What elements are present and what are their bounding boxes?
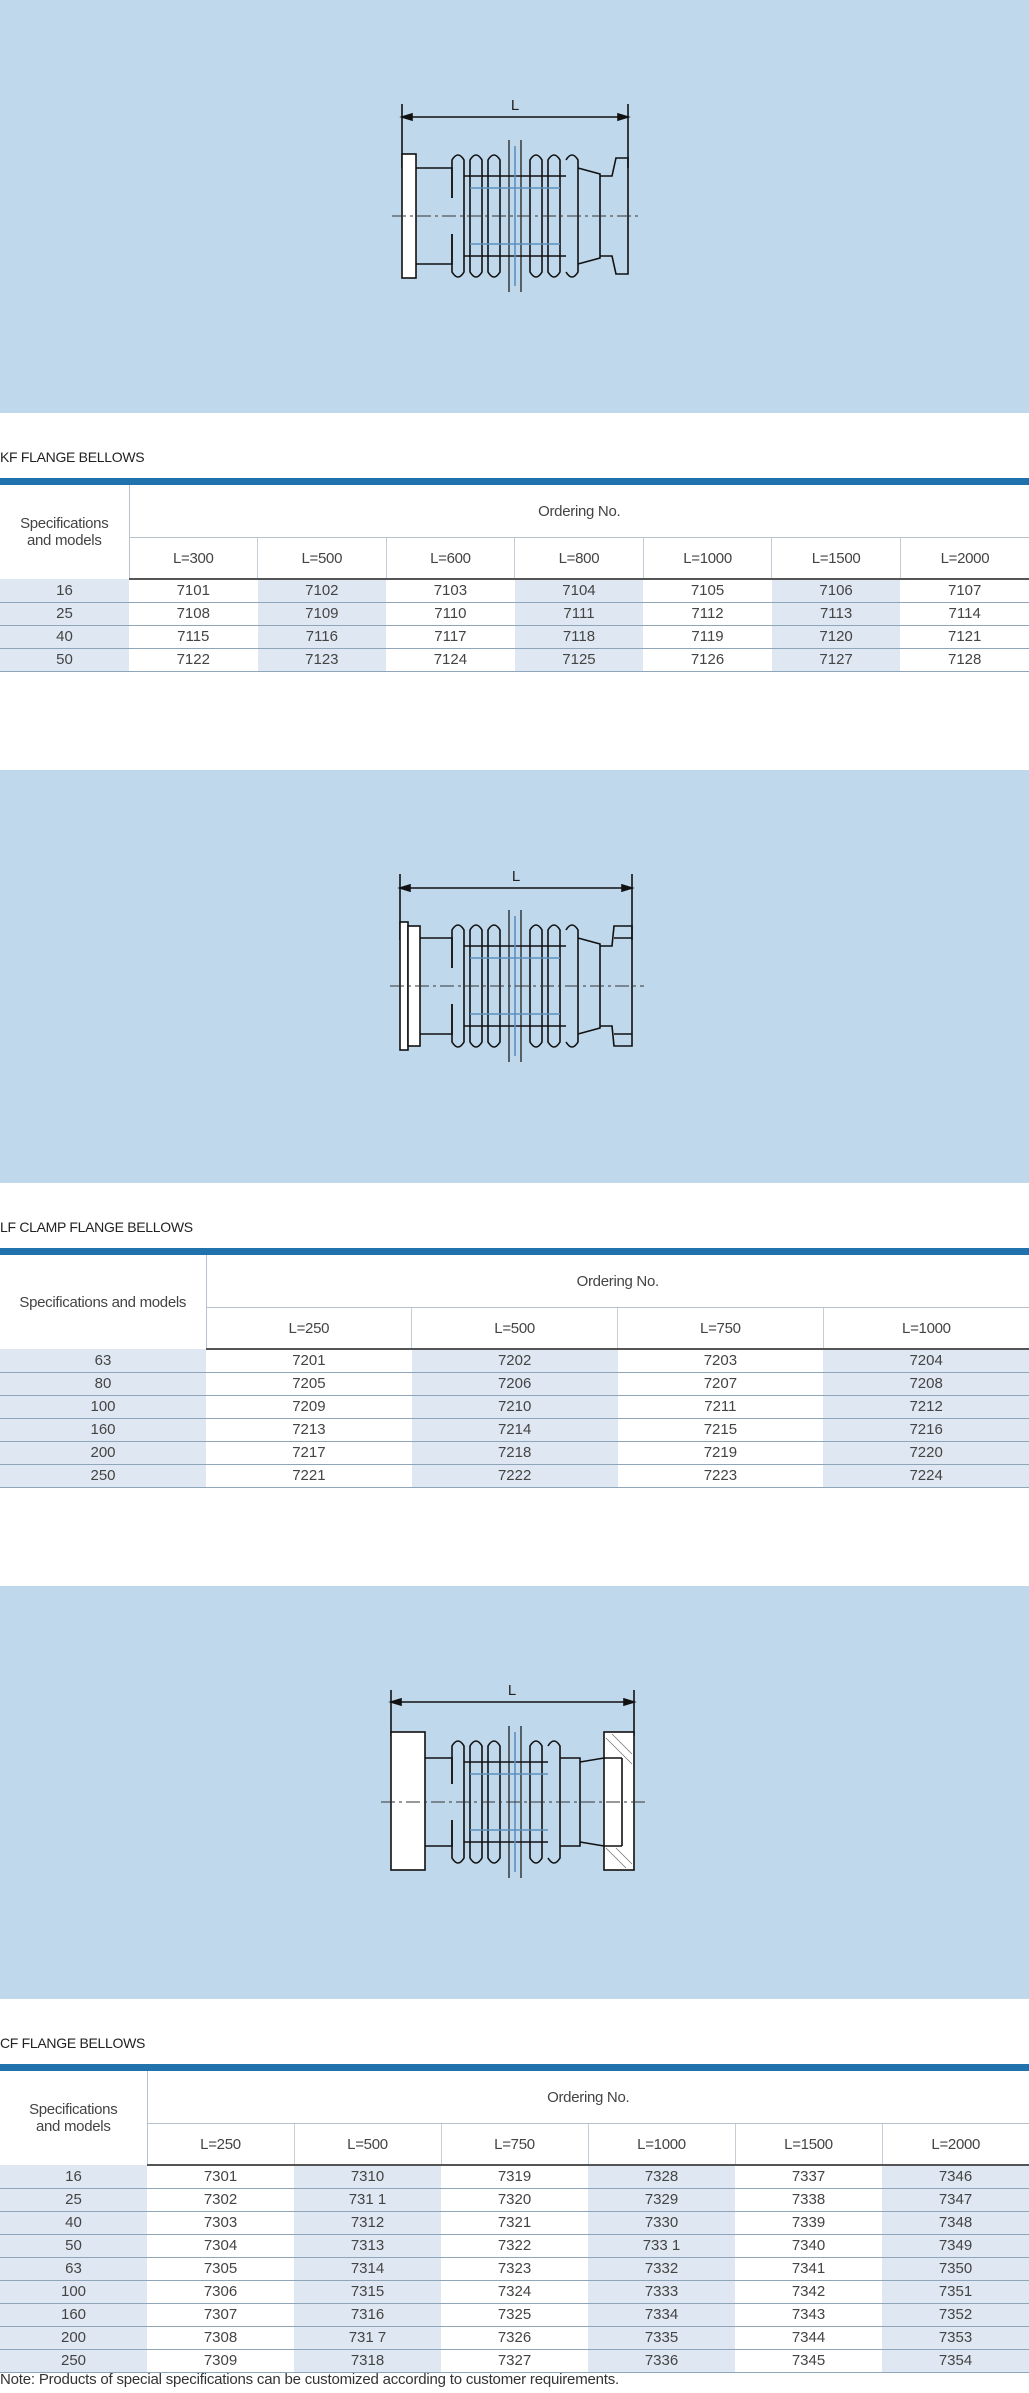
ordering-cell: 7322 <box>441 2235 588 2258</box>
ordering-cell: 7118 <box>515 626 644 649</box>
ordering-cell: 7321 <box>441 2212 588 2235</box>
ordering-cell: 731 1 <box>294 2189 441 2212</box>
cf-length-header: L=500 <box>294 2124 441 2166</box>
ordering-cell: 7314 <box>294 2258 441 2281</box>
ordering-cell: 7116 <box>258 626 387 649</box>
ordering-cell: 7105 <box>643 579 772 603</box>
ordering-cell: 7107 <box>900 579 1029 603</box>
lf-length-header: L=500 <box>412 1308 618 1350</box>
ordering-cell: 7346 <box>882 2165 1029 2189</box>
ordering-cell: 7111 <box>515 603 644 626</box>
ordering-cell: 7336 <box>588 2350 735 2373</box>
spec-cell: 250 <box>0 2350 147 2373</box>
table-row <box>0 2258 1029 2281</box>
ordering-cell: 7315 <box>294 2281 441 2304</box>
ordering-cell: 7340 <box>735 2235 882 2258</box>
ordering-cell: 7208 <box>823 1373 1029 1396</box>
ordering-cell: 7337 <box>735 2165 882 2189</box>
cf-length-header: L=250 <box>147 2124 294 2166</box>
table-row <box>0 2281 1029 2304</box>
kf-length-header: L=600 <box>386 538 515 580</box>
kf-ordering-table <box>0 485 1029 672</box>
spec-cell: 40 <box>0 626 129 649</box>
ordering-cell: 7114 <box>900 603 1029 626</box>
kf-length-header: L=800 <box>515 538 644 580</box>
ordering-cell: 7333 <box>588 2281 735 2304</box>
table-row <box>0 2165 1029 2189</box>
ordering-cell: 7224 <box>823 1465 1029 1488</box>
ordering-cell: 7213 <box>206 1419 412 1442</box>
ordering-cell: 7342 <box>735 2281 882 2304</box>
ordering-cell: 7343 <box>735 2304 882 2327</box>
spec-cell: 200 <box>0 2327 147 2350</box>
table-row <box>0 1349 1029 1373</box>
table-row <box>0 1465 1029 1488</box>
ordering-cell: 7211 <box>618 1396 824 1419</box>
table-row <box>0 2327 1029 2350</box>
ordering-cell: 7334 <box>588 2304 735 2327</box>
spec-cell: 25 <box>0 2189 147 2212</box>
ordering-cell: 7332 <box>588 2258 735 2281</box>
ordering-cell: 7327 <box>441 2350 588 2373</box>
lf-title-bar <box>0 1248 1029 1255</box>
ordering-cell: 7345 <box>735 2350 882 2373</box>
cf-dimension-label: L <box>507 1682 517 1699</box>
cf-header-spec: Specifications and models <box>0 2071 147 2165</box>
ordering-cell: 7318 <box>294 2350 441 2373</box>
ordering-cell: 7319 <box>441 2165 588 2189</box>
ordering-cell: 7106 <box>772 579 901 603</box>
ordering-cell: 7354 <box>882 2350 1029 2373</box>
ordering-cell: 7202 <box>412 1349 618 1373</box>
cf-ordering-table <box>0 2071 1029 2373</box>
ordering-cell: 7323 <box>441 2258 588 2281</box>
spec-cell: 80 <box>0 1373 206 1396</box>
ordering-cell: 7204 <box>823 1349 1029 1373</box>
ordering-cell: 7301 <box>147 2165 294 2189</box>
ordering-cell: 7307 <box>147 2304 294 2327</box>
lf-length-header: L=250 <box>206 1308 412 1350</box>
table-row <box>0 2235 1029 2258</box>
ordering-cell: 7304 <box>147 2235 294 2258</box>
ordering-cell: 7222 <box>412 1465 618 1488</box>
kf-length-header: L=1500 <box>772 538 901 580</box>
ordering-cell: 7109 <box>258 603 387 626</box>
kf-header-spec: Specifications and models <box>0 485 129 579</box>
lf-header-spec: Specifications and models <box>0 1255 206 1349</box>
ordering-cell: 7302 <box>147 2189 294 2212</box>
ordering-cell: 7121 <box>900 626 1029 649</box>
kf-dimension-label: L <box>510 97 520 114</box>
kf-drawing-panel <box>0 0 1029 413</box>
ordering-cell: 7112 <box>643 603 772 626</box>
table-row <box>0 1373 1029 1396</box>
ordering-cell: 7209 <box>206 1396 412 1419</box>
spec-cell: 40 <box>0 2212 147 2235</box>
ordering-cell: 7306 <box>147 2281 294 2304</box>
cf-section-title: CF FLANGE BELLOWS <box>0 2035 146 2051</box>
spec-cell: 100 <box>0 2281 147 2304</box>
cf-title-bar <box>0 2064 1029 2071</box>
ordering-cell: 7217 <box>206 1442 412 1465</box>
cf-drawing-panel <box>0 1586 1029 1999</box>
ordering-cell: 7325 <box>441 2304 588 2327</box>
spec-cell: 63 <box>0 1349 206 1373</box>
ordering-cell: 7335 <box>588 2327 735 2350</box>
cf-length-header: L=750 <box>441 2124 588 2166</box>
ordering-cell: 7218 <box>412 1442 618 1465</box>
table-row <box>0 2189 1029 2212</box>
ordering-cell: 7124 <box>386 649 515 672</box>
spec-cell: 16 <box>0 579 129 603</box>
kf-length-header: L=1000 <box>643 538 772 580</box>
ordering-cell: 731 7 <box>294 2327 441 2350</box>
spec-cell: 16 <box>0 2165 147 2189</box>
lf-section-title: LF CLAMP FLANGE BELLOWS <box>0 1219 193 1235</box>
ordering-cell: 7313 <box>294 2235 441 2258</box>
ordering-cell: 7115 <box>129 626 258 649</box>
ordering-cell: 7309 <box>147 2350 294 2373</box>
spec-cell: 160 <box>0 1419 206 1442</box>
ordering-cell: 7123 <box>258 649 387 672</box>
ordering-cell: 7221 <box>206 1465 412 1488</box>
kf-length-header: L=300 <box>129 538 258 580</box>
ordering-cell: 7347 <box>882 2189 1029 2212</box>
lf-bellows-drawing <box>0 770 1029 1183</box>
ordering-cell: 7212 <box>823 1396 1029 1419</box>
ordering-cell: 7120 <box>772 626 901 649</box>
ordering-cell: 7350 <box>882 2258 1029 2281</box>
ordering-cell: 7127 <box>772 649 901 672</box>
ordering-cell: 7349 <box>882 2235 1029 2258</box>
kf-section-title: KF FLANGE BELLOWS <box>0 449 145 465</box>
ordering-cell: 7125 <box>515 649 644 672</box>
ordering-cell: 7303 <box>147 2212 294 2235</box>
lf-length-header: L=750 <box>618 1308 824 1350</box>
ordering-cell: 7324 <box>441 2281 588 2304</box>
cf-length-header: L=1000 <box>588 2124 735 2166</box>
ordering-cell: 7220 <box>823 1442 1029 1465</box>
ordering-cell: 7101 <box>129 579 258 603</box>
ordering-cell: 7122 <box>129 649 258 672</box>
cf-table-body <box>0 2165 1029 2373</box>
table-row <box>0 603 1029 626</box>
spec-cell: 160 <box>0 2304 147 2327</box>
ordering-cell: 7110 <box>386 603 515 626</box>
table-row <box>0 2350 1029 2373</box>
ordering-cell: 7215 <box>618 1419 824 1442</box>
kf-bellows-drawing <box>0 0 1029 413</box>
ordering-cell: 733 1 <box>588 2235 735 2258</box>
ordering-cell: 7305 <box>147 2258 294 2281</box>
table-row <box>0 1442 1029 1465</box>
ordering-cell: 7104 <box>515 579 644 603</box>
ordering-cell: 7341 <box>735 2258 882 2281</box>
ordering-cell: 7328 <box>588 2165 735 2189</box>
table-row <box>0 579 1029 603</box>
ordering-cell: 7108 <box>129 603 258 626</box>
lf-length-header: L=1000 <box>823 1308 1029 1350</box>
ordering-cell: 7128 <box>900 649 1029 672</box>
ordering-cell: 7223 <box>618 1465 824 1488</box>
ordering-cell: 7348 <box>882 2212 1029 2235</box>
ordering-cell: 7219 <box>618 1442 824 1465</box>
ordering-cell: 7102 <box>258 579 387 603</box>
table-row <box>0 2212 1029 2235</box>
kf-length-header: L=500 <box>258 538 387 580</box>
kf-header-ordering: Ordering No. <box>129 485 1029 538</box>
table-row <box>0 626 1029 649</box>
lf-header-ordering: Ordering No. <box>206 1255 1029 1308</box>
kf-length-header: L=2000 <box>900 538 1029 580</box>
cf-length-header: L=1500 <box>735 2124 882 2166</box>
cf-header-ordering: Ordering No. <box>147 2071 1029 2124</box>
ordering-cell: 7352 <box>882 2304 1029 2327</box>
ordering-cell: 7216 <box>823 1419 1029 1442</box>
ordering-cell: 7329 <box>588 2189 735 2212</box>
lf-drawing-panel <box>0 770 1029 1183</box>
lf-ordering-table <box>0 1255 1029 1488</box>
cf-length-header: L=2000 <box>882 2124 1029 2166</box>
ordering-cell: 7310 <box>294 2165 441 2189</box>
ordering-cell: 7207 <box>618 1373 824 1396</box>
table-row <box>0 1419 1029 1442</box>
spec-cell: 50 <box>0 2235 147 2258</box>
ordering-cell: 7103 <box>386 579 515 603</box>
kf-table-body <box>0 579 1029 672</box>
ordering-cell: 7330 <box>588 2212 735 2235</box>
ordering-cell: 7320 <box>441 2189 588 2212</box>
ordering-cell: 7338 <box>735 2189 882 2212</box>
ordering-cell: 7126 <box>643 649 772 672</box>
ordering-cell: 7210 <box>412 1396 618 1419</box>
ordering-cell: 7308 <box>147 2327 294 2350</box>
footnote: Note: Products of special specifications can be customized according to customer requirements. <box>0 2371 620 2388</box>
ordering-cell: 7113 <box>772 603 901 626</box>
ordering-cell: 7316 <box>294 2304 441 2327</box>
ordering-cell: 7205 <box>206 1373 412 1396</box>
ordering-cell: 7203 <box>618 1349 824 1373</box>
spec-cell: 250 <box>0 1465 206 1488</box>
table-row <box>0 1396 1029 1419</box>
ordering-cell: 7206 <box>412 1373 618 1396</box>
ordering-cell: 7326 <box>441 2327 588 2350</box>
spec-cell: 25 <box>0 603 129 626</box>
ordering-cell: 7214 <box>412 1419 618 1442</box>
ordering-cell: 7339 <box>735 2212 882 2235</box>
spec-cell: 100 <box>0 1396 206 1419</box>
ordering-cell: 7344 <box>735 2327 882 2350</box>
ordering-cell: 7201 <box>206 1349 412 1373</box>
spec-cell: 50 <box>0 649 129 672</box>
table-row <box>0 2304 1029 2327</box>
kf-title-bar <box>0 478 1029 485</box>
ordering-cell: 7353 <box>882 2327 1029 2350</box>
ordering-cell: 7351 <box>882 2281 1029 2304</box>
ordering-cell: 7312 <box>294 2212 441 2235</box>
ordering-cell: 7117 <box>386 626 515 649</box>
spec-cell: 200 <box>0 1442 206 1465</box>
spec-cell: 63 <box>0 2258 147 2281</box>
table-row <box>0 649 1029 672</box>
cf-bellows-drawing <box>0 1586 1029 1999</box>
lf-table-body <box>0 1349 1029 1488</box>
ordering-cell: 7119 <box>643 626 772 649</box>
lf-dimension-label: L <box>511 868 521 885</box>
